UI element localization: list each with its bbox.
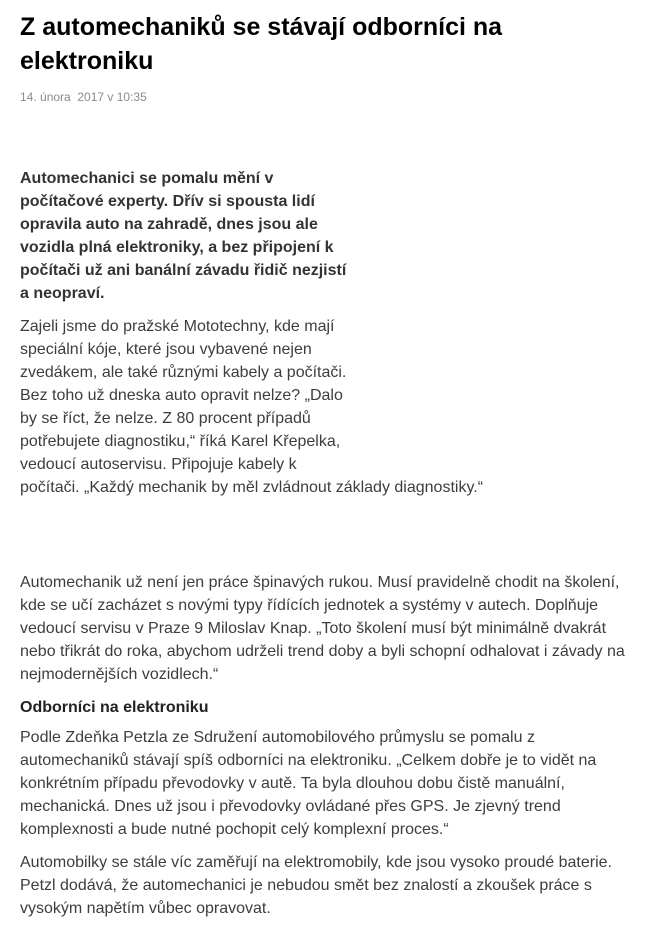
article-lead-paragraph: Automechanici se pomalu mění v počítačové experty. Dřív si spousta lidí opravila auto na zahradě, dnes jsou ale vozidla plná elektroniky, a bez připojení k počítači už ani banální závadu řidič nezjistí a neopraví.: [20, 170, 347, 302]
article-title: Z automechaniků se stávají odborníci na elektroniku: [20, 13, 503, 75]
article-paragraph-4: Automobilky se stále víc zaměřují na elektromobily, kde jsou vysoko proudé baterie. Petzl dodává, že automechanici je nebudou smět bez znalostí a zkoušek práce s vysokým napětím vůbec opravovat.: [20, 854, 612, 917]
article-body: [20, 167, 637, 920]
article-paragraph-3: Podle Zdeňka Petzla ze Sdružení automobilového průmyslu se pomalu z automechaniků stávají spíš odborníci na elektroniku. „Celkem dobře je to vidět na konkrétním případu převodovky v autě. Ta byla dlouhou dobu čistě manuální, mechanická. Dnes už jsou i převodovky ovládané přes GPS. Je zjevný trend komplexnosti a bude nutné pochopit celý komplexní proces.“: [20, 729, 597, 838]
article-subheading: Odborníci na elektroniku: [20, 699, 209, 716]
article-paragraph-2: Automechanik už není jen práce špinavých rukou. Musí pravidelně chodit na školení, kde se učí zacházet s novými typy řídících jednotek a systémy v autech. Doplňuje vedoucí servisu v Praze 9 Miloslav Knap. „Toto školení musí být minimálně dvakrát nebo třikrát do roka, abychom udrželi trend doby a byli schopní odhalovat i závady na nejmodernějších vozidlech.“: [20, 574, 625, 683]
article-paragraph-1: Zajeli jsme do pražské Mototechny, kde mají speciální kóje, které jsou vybavené nejen zvedákem, ale také různými kabely a počítači. Bez toho už dneska auto opravit nelze? „Dalo by se říct, že nelze. Z 80 procent případů potřebujete diagnostiku,“ říká Karel Křepelka, vedoucí autoservisu. Připojuje kabely k počítači. „Každý mechanik by měl zvládnout základy diagnostiky.“: [20, 318, 484, 496]
article-date: 14. února 2017 v 10:35: [20, 90, 147, 104]
embed-placeholder-right: [352, 167, 637, 462]
article-page: [0, 10, 655, 940]
embed-placeholder-inline: [20, 509, 637, 561]
